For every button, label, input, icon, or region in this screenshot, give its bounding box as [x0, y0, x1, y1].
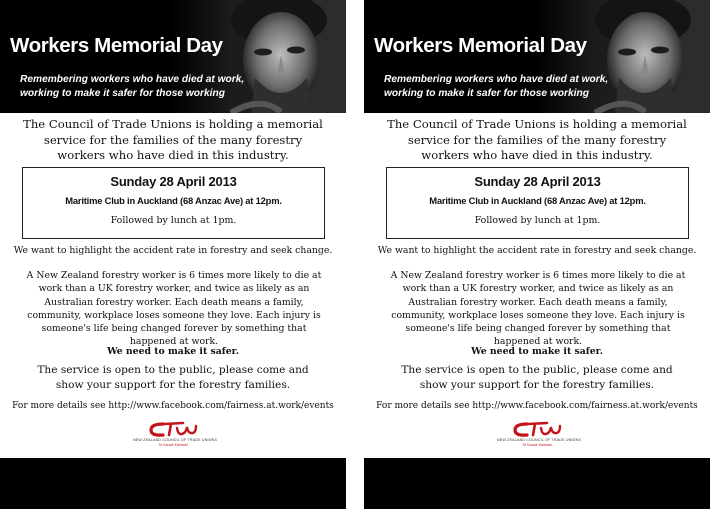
- event-date: Sunday 28 April 2013: [110, 174, 237, 189]
- ctu-logo-mark: [497, 420, 577, 438]
- service-text: The service is open to the public, please come and show your support for the forestry families.: [401, 364, 673, 391]
- event-date: Sunday 28 April 2013: [474, 174, 601, 189]
- ctu-logo: [133, 420, 218, 454]
- ctu-logo: [497, 420, 582, 454]
- details-link-text: For more details see http://www.facebook.com/fairness.at.work/events: [12, 401, 334, 411]
- flyer-right: [364, 0, 710, 509]
- highlight-text: We want to highlight the accident rate in forestry and seek change.: [13, 245, 333, 256]
- safer-text: We need to make it safer.: [471, 346, 603, 357]
- event-details-box: [386, 167, 689, 239]
- logo-maori-name: Te Kauae Kaimahi: [522, 443, 552, 447]
- header-banner: [0, 0, 346, 113]
- flyer-title: Workers Memorial Day: [10, 34, 223, 57]
- stats-text: A New Zealand forestry worker is 6 times more likely to die at work than a UK forestry worker, and twice as likely as an Australian forestry worker. Each death means a family, community, workplace loses someone they love. Each injury is someone's life being changed forever by something that happened at work.: [390, 270, 686, 348]
- event-venue: Maritime Club in Auckland (68 Anzac Ave) at 12pm.: [429, 195, 646, 206]
- header-banner: [364, 0, 710, 113]
- footer-bar: [364, 458, 710, 509]
- gutter: [346, 0, 364, 509]
- ctu-logo-mark: [133, 420, 213, 438]
- event-lunch: Followed by lunch at 1pm.: [110, 215, 237, 226]
- details-link-text: For more details see http://www.facebook.com/fairness.at.work/events: [376, 401, 698, 411]
- flyer-title: Workers Memorial Day: [374, 34, 587, 57]
- logo-org-name: NEW ZEALAND COUNCIL OF TRADE UNIONS: [133, 438, 218, 442]
- service-text: The service is open to the public, please come and show your support for the forestry families.: [37, 364, 309, 391]
- safer-text: We need to make it safer.: [107, 346, 239, 357]
- event-details-box: [22, 167, 325, 239]
- flyer-subtitle: Remembering workers who have died at work, working to make it safer for those working: [20, 74, 245, 99]
- highlight-text: We want to highlight the accident rate in forestry and seek change.: [377, 245, 697, 256]
- event-lunch: Followed by lunch at 1pm.: [474, 215, 601, 226]
- footer-bar: [0, 458, 346, 509]
- flyer-left: [0, 0, 346, 509]
- stats-text: A New Zealand forestry worker is 6 times more likely to die at work than a UK forestry worker, and twice as likely as an Australian forestry worker. Each death means a family, community, workplace loses someone they love. Each injury is someone's life being changed forever by something that happened at work.: [26, 270, 322, 348]
- logo-maori-name: Te Kauae Kaimahi: [158, 443, 188, 447]
- intro-text: The Council of Trade Unions is holding a memorial service for the families of the many forestry workers who have died in this industry.: [23, 117, 323, 162]
- flyer-subtitle: Remembering workers who have died at work, working to make it safer for those working: [384, 74, 609, 99]
- event-venue: Maritime Club in Auckland (68 Anzac Ave) at 12pm.: [65, 195, 282, 206]
- logo-org-name: NEW ZEALAND COUNCIL OF TRADE UNIONS: [497, 438, 582, 442]
- intro-text: The Council of Trade Unions is holding a memorial service for the families of the many forestry workers who have died in this industry.: [387, 117, 687, 162]
